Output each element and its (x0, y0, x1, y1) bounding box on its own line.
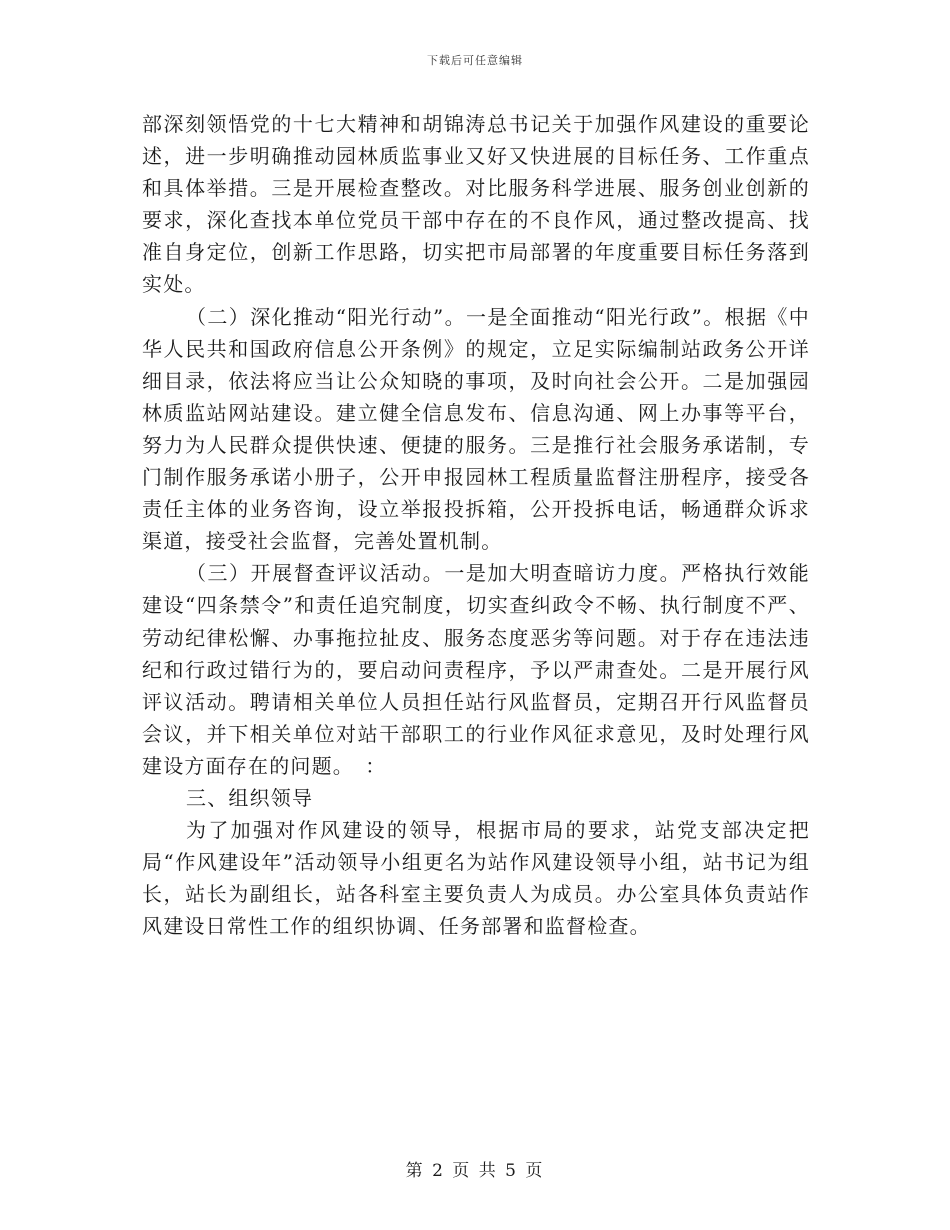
page-number: 第 2 页 共 5 页 (405, 1161, 545, 1181)
paragraph-leadership: 为了加强对作风建设的领导，根据市局的要求，站党支部决定把局“作风建设年”活动领导小组更名为站作风建设领导小组，站书记为组长，站长为副组长，站各科室主要负责人为成员。办公室具体负责站作风建设日常性工作的组织协调、任务部署和监督检查。 (142, 818, 810, 939)
paragraph-sunshine-action: （二）深化推动“阳光行动”。一是全面推动“阳光行政”。根据《中华人民共和国政府信息公开条例》的规定，立足实际编制站政务公开详细目录，依法将应当让公众知晓的事项，及时向社会公开。二是加强园林质监站网站建设。建立健全信息发布、信息沟通、网上办事等平台，努力为人民群众提供快速、便捷的服务。三是推行社会服务承诺制，专门制作服务承诺小册子，公开申报园林工程质量监督注册程序，接受各责任主体的业务咨询，设立举报投拆箱，公开投拆电话，畅通群众诉求渠道，接受社会监督，完善处置机制。 (142, 304, 810, 554)
document-body (142, 108, 810, 942)
page-header: 下载后可任意编辑 (427, 54, 523, 67)
paragraph-supervision-review: （三）开展督查评议活动。一是加大明查暗访力度。严格执行效能建设“四条禁令”和责任追究制度，切实查纠政令不畅、执行制度不严、劳动纪律松懈、办事拖拉扯皮、服务态度恶劣等问题。对于存在违法违纪和行政过错行为的，要启动问责程序，予以严肃查处。二是开展行风评议活动。聘请相关单位人员担任站行风监督员，定期召开行风监督员会议，并下相关单位对站干部职工的行业作风征求意见，及时处理行风建设方面存在的问题。 ： (142, 561, 810, 778)
paragraph-continuation: 部深刻领悟党的十七大精神和胡锦涛总书记关于加强作风建设的重要论述，进一步明确推动园林质监事业又好又快进展的目标任务、工作重点和具体举措。三是开展检查整改。对比服务科学进展、服务创业创新的要求，深化查找本单位党员干部中存在的不良作风，通过整改提高、找准自身定位，创新工作思路，切实把市局部署的年度重要目标任务落到实处。 (142, 112, 810, 297)
section-heading-organization: 三、组织领导 (186, 785, 314, 810)
